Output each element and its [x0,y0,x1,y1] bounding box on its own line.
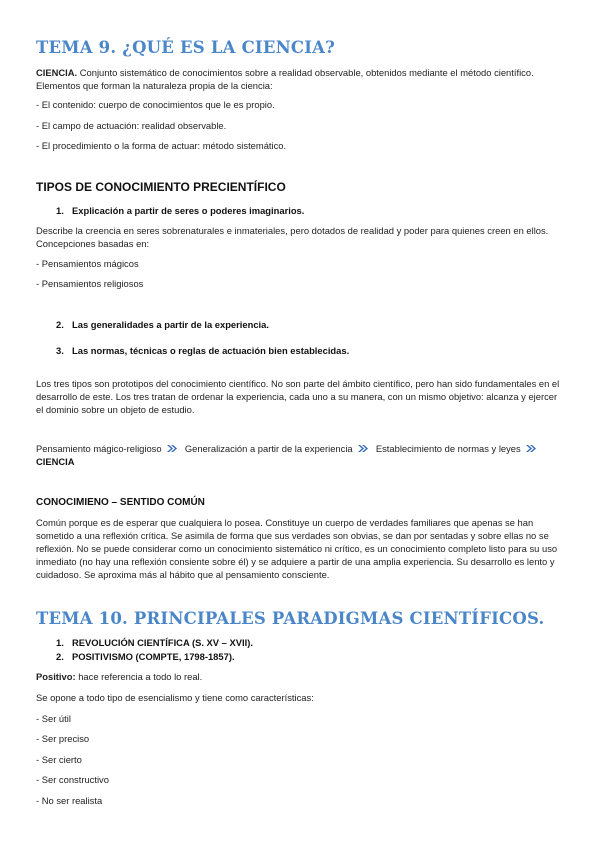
list-number: 3. [56,345,64,356]
comun-text: Común porque es de esperar que cualquiera lo posea. Constituye un cuerpo de verdades familiares que apenas se han sometido a una reflexión crítica. Se asimila de forma que sus verdades son obvias, se dan por sentadas y sobre ellas no se reflexión. No se puede considerar como un conocimiento sistemático ni crítico, es un conocimiento completo listo para su uso inmediato (no hay una reflexión consiente sobre él) y se adquiere a partir de una amplia experiencia. Su desarrollo es lento y cuidadoso. Se aproxima más al hábito que al pensamiento consciente. [36,517,558,580]
list-label: Explicación a partir de seres o poderes imaginarios. [72,205,305,216]
element-item: - El procedimiento o la forma de actuar: método sistemático. [36,140,287,151]
positivo-term: Positivo: [36,671,76,682]
tipos-item-1-description: Describe la creencia en seres sobrenaturales e inmateriales, pero dotados de realidad y poder para quienes creen en ellos. Concepciones basadas en: [36,225,549,249]
list-number: 2. [56,319,64,330]
feature-item: - Ser constructivo [36,774,109,785]
tema9-title: TEMA 9. ¿QUÉ ES LA CIENCIA? [36,38,335,57]
features-intro: Se opone a todo tipo de esencialismo y tiene como características: [36,692,314,703]
comun-title: CONOCIMIENO – SENTIDO COMÚN [36,497,205,508]
feature-item: - Ser preciso [36,733,90,744]
list-label: Las normas, técnicas o reglas de actuación bien establecidas. [72,345,350,356]
double-chevron-right-icon [525,444,537,453]
positivo-text: hace referencia a todo lo real. [78,671,203,682]
bullet-item: - Pensamientos religiosos [36,278,144,289]
feature-item: - Ser cierto [36,754,82,765]
flow-result: CIENCIA [36,456,75,467]
feature-item: - Ser útil [36,713,71,724]
positivo-definition [36,671,202,682]
flow-step: Pensamiento mágico-religioso [36,443,162,454]
list-label: Las generalidades a partir de la experiencia. [72,319,269,330]
feature-item: - No ser realista [36,795,103,806]
element-item: - El contenido: cuerpo de conocimientos que le es propio. [36,99,275,110]
ciencia-term: CIENCIA. [36,67,78,78]
double-chevron-right-icon [166,444,178,453]
list-number: 2. [56,651,64,662]
element-item: - El campo de actuación: realidad observable. [36,120,227,131]
list-label: REVOLUCIÓN CIENTÍFICA (S. XV – XVII). [72,637,253,648]
tipos-item-3 [56,345,349,356]
ciencia-definition [36,66,566,92]
tipos-item-2 [56,319,269,330]
list-label: POSITIVISMO (COMPTE, 1798-1857). [72,651,235,662]
tema10-title: TEMA 10. PRINCIPALES PARADIGMAS CIENTÍFICOS. [36,609,545,628]
double-chevron-right-icon [357,444,369,453]
flow-step: Generalización a partir de la experiencia [184,443,353,454]
knowledge-flow [36,443,541,454]
list-number: 1. [56,205,64,216]
bullet-item: - Pensamientos mágicos [36,258,139,269]
tema10-item-1 [56,637,253,648]
ciencia-text: Conjunto sistemático de conocimientos sobre a realidad observable, obtenidos mediante el método científico. Elementos que forman la naturaleza propia de la ciencia: [36,67,534,91]
flow-step: Establecimiento de normas y leyes [375,443,521,454]
tipos-summary: Los tres tipos son prototipos del conocimiento científico. No son parte del ámbito científico, pero han sido fundamentales en el desarrollo de este. Los tres tratan de ordenar la experiencia, cada uno a su manera, con un mismo objetivo: alcanza y ejercer el dominio sobre un objeto de estudio. [36,378,560,415]
tipos-item-1 [56,205,304,216]
list-number: 1. [56,637,64,648]
tipos-title: TIPOS DE CONOCIMIENTO PRECIENTÍFICO [36,180,286,194]
tema10-item-2 [56,651,235,662]
